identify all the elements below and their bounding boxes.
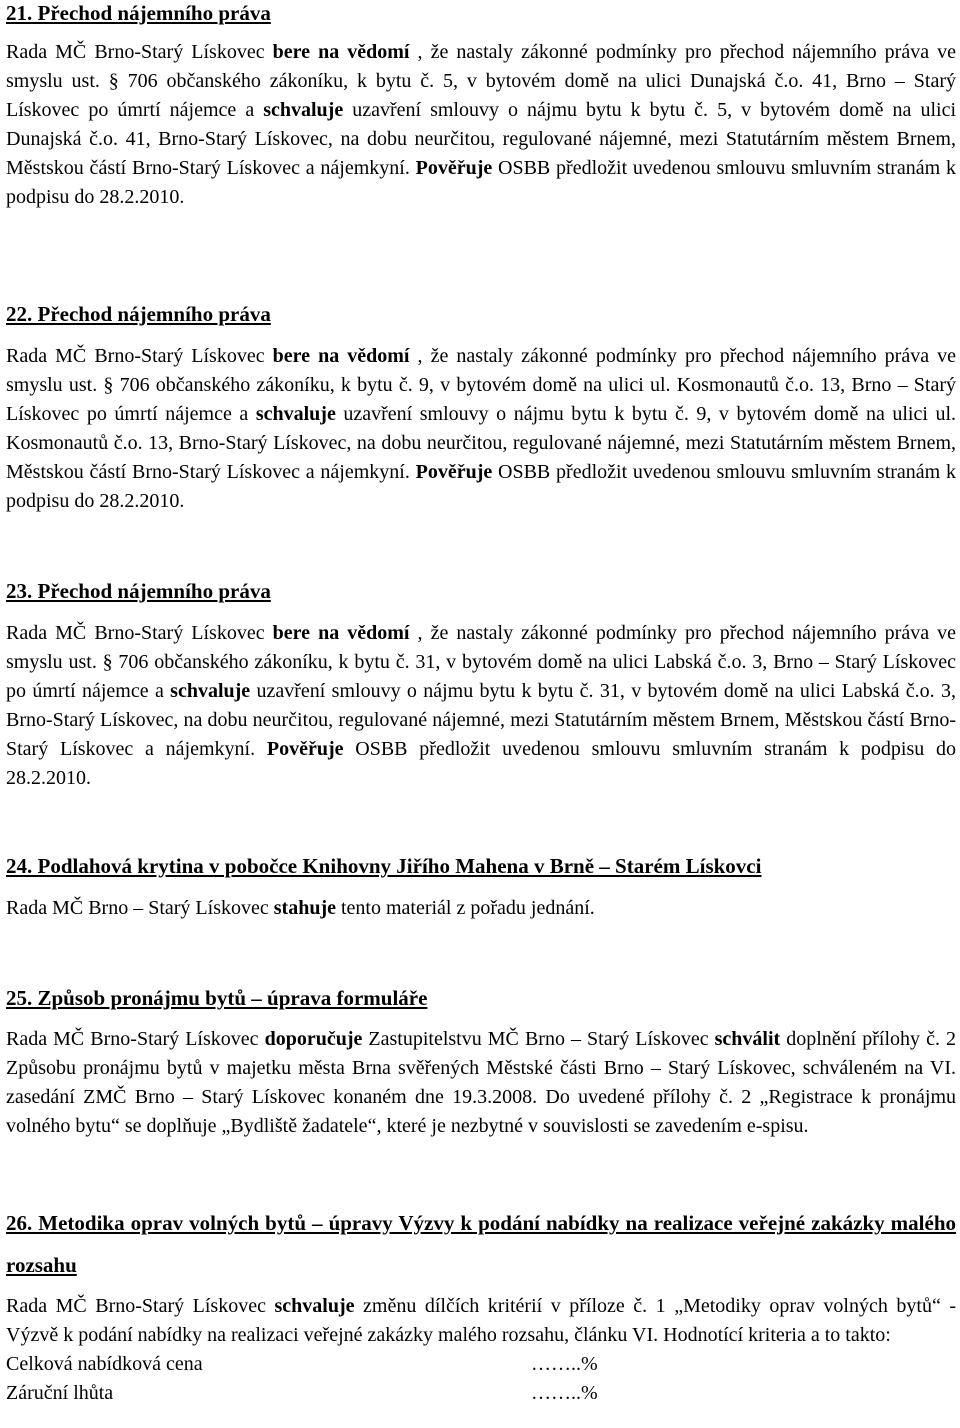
body-text: Rada MČ Brno-Starý Lískovec xyxy=(6,41,273,63)
section-body xyxy=(6,1292,956,1350)
criteria-value: ……..% xyxy=(531,1382,598,1404)
section-body xyxy=(6,619,956,793)
section-heading: 24. Podlahová krytina v pobočce Knihovny Jiřího Mahena v Brně – Starém Lískovci xyxy=(6,854,762,878)
body-text: tento materiál z pořadu jednání. xyxy=(335,897,595,919)
body-bold-text: bere na vědomí xyxy=(272,41,410,63)
body-bold-text: schvaluje xyxy=(255,403,336,425)
body-text: Rada MČ Brno – Starý Lískovec xyxy=(6,897,274,919)
section-heading: 25. Způsob pronájmu bytů – úprava formuláře xyxy=(6,986,428,1010)
body-text: doplnění přílohy č. 2 Způsobu pronájmu bytů v majetku města Brna svěřených Městské části Brno – Starý Lískovec, schváleném na VI. zasedání ZMČ Brno – Starý Lískovec konaném dne 19.3.2008. Do uvedené přílohy č. 2 „Registrace k pronájmu volného bytu“ se doplňuje „Bydliště žadatele“, které je nezbytné v souvislosti se zavedením e-spisu. xyxy=(6,1028,957,1137)
body-bold-text: schvaluje xyxy=(274,1295,355,1317)
body-text: uzavření smlouvy o nájmu bytu k bytu č. 31, v bytovém domě na ulici Labská č.o. 3, Brno-Starý Lískovec, na dobu neurčitou, regulované nájemné, mezi Statutárním městem Brnem, Městskou částí Brno-Starý Lískovec a nájemkyní. xyxy=(6,680,957,760)
body-text: , že nastaly zákonné podmínky pro přechod nájemního práva ve smyslu ust. § 706 občanského zákoníku, k bytu č. 31, v bytovém domě na ulici Labská č.o. 3, Brno – Starý Lískovec po úmrtí nájemce a xyxy=(6,622,957,702)
body-text: Rada MČ Brno-Starý Lískovec xyxy=(6,345,273,367)
section-heading: 26. Metodika oprav volných bytů – úpravy Výzvy k podání nabídky na realizace veřejné zakázky malého rozsahu xyxy=(6,1211,956,1277)
body-text: OSBB předložit uvedenou smlouvu smluvním stranám k podpisu do 28.2.2010. xyxy=(6,738,957,789)
section-24 xyxy=(6,853,956,923)
body-bold-text: schvaluje xyxy=(263,99,344,121)
body-bold-text: schvaluje xyxy=(170,680,251,702)
body-bold-text: doporučuje xyxy=(264,1028,363,1050)
body-text: Rada MČ Brno-Starý Lískovec xyxy=(6,622,273,644)
criteria-value: ……..% xyxy=(531,1353,598,1375)
section-body xyxy=(6,1025,956,1141)
body-bold-text: Pověřuje xyxy=(266,738,344,760)
section-heading: 21. Přechod nájemního práva xyxy=(6,1,271,25)
section-26 xyxy=(6,1202,956,1408)
body-text: uzavření smlouvy o nájmu bytu k bytu č. 9, v bytovém domě na ulici ul. Kosmonautů č.o. 13, Brno-Starý Lískovec, na dobu neurčitou, regulované nájemné, mezi Statutárním městem Brnem, Městskou částí Brno-Starý Lískovec a nájemkyní. xyxy=(6,403,956,483)
section-body xyxy=(6,342,956,516)
body-bold-text: bere na vědomí xyxy=(272,622,410,644)
criteria-row xyxy=(6,1379,956,1408)
section-25 xyxy=(6,985,956,1141)
body-bold-text: Pověřuje xyxy=(415,157,493,179)
body-text: změnu dílčích kritérií v příloze č. 1 „Metodiky oprav volných bytů“ - Výzvě k podání nabídky na realizaci veřejné zakázky malého rozsahu, článku VI. Hodnotící kriteria a to takto: xyxy=(6,1295,956,1346)
section-23 xyxy=(6,578,956,793)
body-text: , že nastaly zákonné podmínky pro přechod nájemního práva ve smyslu ust. § 706 občanského zákoníku, k bytu č. 9, v bytovém domě na ulici ul. Kosmonautů č.o. 13, Brno – Starý Lískovec po úmrtí nájemce a xyxy=(6,345,957,425)
section-body xyxy=(6,38,956,212)
criteria-row xyxy=(6,1350,956,1379)
section-22 xyxy=(6,301,956,516)
body-text: Rada MČ Brno-Starý Lískovec xyxy=(6,1028,265,1050)
body-text: Zastupitelstvu MČ Brno – Starý Lískovec xyxy=(362,1028,715,1050)
body-bold-text: stahuje xyxy=(273,897,336,919)
body-text: uzavření smlouvy o nájmu bytu k bytu č. 5, v bytovém domě na ulici Dunajská č.o. 41, Brno-Starý Lískovec, na dobu neurčitou, regulované nájemné, mezi Statutárním městem Brnem, Městskou částí Brno-Starý Lískovec a nájemkyní. xyxy=(6,99,956,179)
section-21 xyxy=(6,0,956,212)
section-body xyxy=(6,894,956,923)
criteria-label: Záruční lhůta xyxy=(6,1382,114,1404)
body-text: OSBB předložit uvedenou smlouvu smluvním stranám k podpisu do 28.2.2010. xyxy=(6,461,957,512)
body-bold-text: bere na vědomí xyxy=(272,345,410,367)
criteria-label: Celková nabídková cena xyxy=(6,1353,203,1375)
section-heading: 23. Přechod nájemního práva xyxy=(6,579,271,603)
body-bold-text: schválit xyxy=(714,1028,781,1050)
body-text: , že nastaly zákonné podmínky pro přechod nájemního práva ve smyslu ust. § 706 občanského zákoníku, k bytu č. 5, v bytovém domě na ulici Dunajská č.o. 41, Brno – Starý Lískovec po úmrtí nájemce a xyxy=(6,41,957,121)
body-bold-text: Pověřuje xyxy=(415,461,493,483)
body-text: Rada MČ Brno-Starý Lískovec xyxy=(6,1295,275,1317)
section-heading: 22. Přechod nájemního práva xyxy=(6,302,271,326)
body-text: OSBB předložit uvedenou smlouvu smluvním stranám k podpisu do 28.2.2010. xyxy=(6,157,957,208)
